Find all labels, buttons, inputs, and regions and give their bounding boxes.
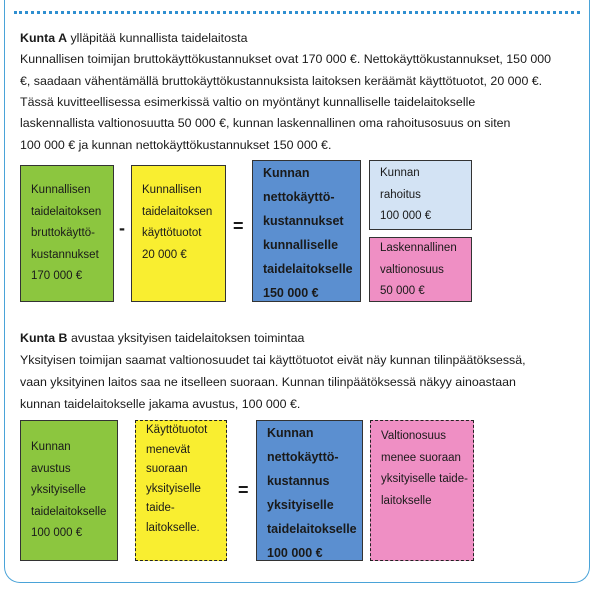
section-a-line: Tässä kuvitteellisessa esimerkissä valtio on myöntänyt kunnalliselle taidelaitokselle [20, 95, 476, 109]
box-state-subsidy-direct: Valtionosuus menee suoraan yksityiselle taide- laitokselle [370, 420, 474, 561]
section-a-line: laskennallista valtionosuutta 50 000 €, kunnan laskennallinen oma rahoitusosuus on siten [20, 116, 511, 130]
box-municipal-funding: Kunnan rahoitus 100 000 € [369, 160, 472, 230]
section-a-line: Kunnallisen toimijan bruttokäyttökustannukset ovat 170 000 €. Nettokäyttökustannukset, 150 000 [20, 52, 552, 66]
box-operating-income-direct: Käyttötuotot menevät suoraan yksityiselle taide- laitokselle. [135, 420, 227, 561]
box-operating-income: Kunnallisen taidelaitoksen käyttötuotot 20 000 € [131, 165, 226, 302]
section-b-title: Kunta B avustaa yksityisen taidelaitoksen toimintaa [20, 331, 305, 345]
section-a-line: 100 000 € ja kunnan nettokäyttökustannukset 150 000 €. [20, 138, 332, 152]
dotted-divider [14, 11, 580, 14]
section-b-line: vaan yksityinen laitos saa ne itselleen suoraan. Kunnan tilinpäätöksessä näkyy ainoastaan [20, 375, 516, 389]
box-net-cost-private: Kunnan nettokäyttö- kustannus yksityiselle taidelaitokselle 100 000 € [256, 420, 363, 561]
equals-sign: = [233, 216, 244, 236]
equals-sign: = [238, 480, 249, 500]
box-gross-costs: Kunnallisen taidelaitoksen bruttokäyttö- kustannukset 170 000 € [20, 165, 114, 302]
section-a-line: €, saadaan vähentämällä bruttokäyttökustannuksista laitoksen keräämät käyttötuotot, 20 000 €. [20, 74, 543, 88]
box-state-subsidy: Laskennallinen valtionosuus 50 000 € [369, 237, 472, 302]
section-a-title: Kunta A ylläpitää kunnallista taidelaitosta [20, 31, 248, 45]
minus-sign: - [119, 218, 125, 238]
box-net-costs: Kunnan nettokäyttö- kustannukset kunnalliselle taidelaitokselle 150 000 € [252, 160, 361, 302]
section-b-line: kunnan taidelaitokselle jakama avustus, 100 000 €. [20, 397, 301, 411]
section-b-line: Yksityisen toimijan saamat valtionosuudet tai käyttötuotot eivät näy kunnan tilinpäätöksessä, [20, 353, 526, 367]
box-municipal-grant: Kunnan avustus yksityiselle taidelaitokselle 100 000 € [20, 420, 118, 561]
